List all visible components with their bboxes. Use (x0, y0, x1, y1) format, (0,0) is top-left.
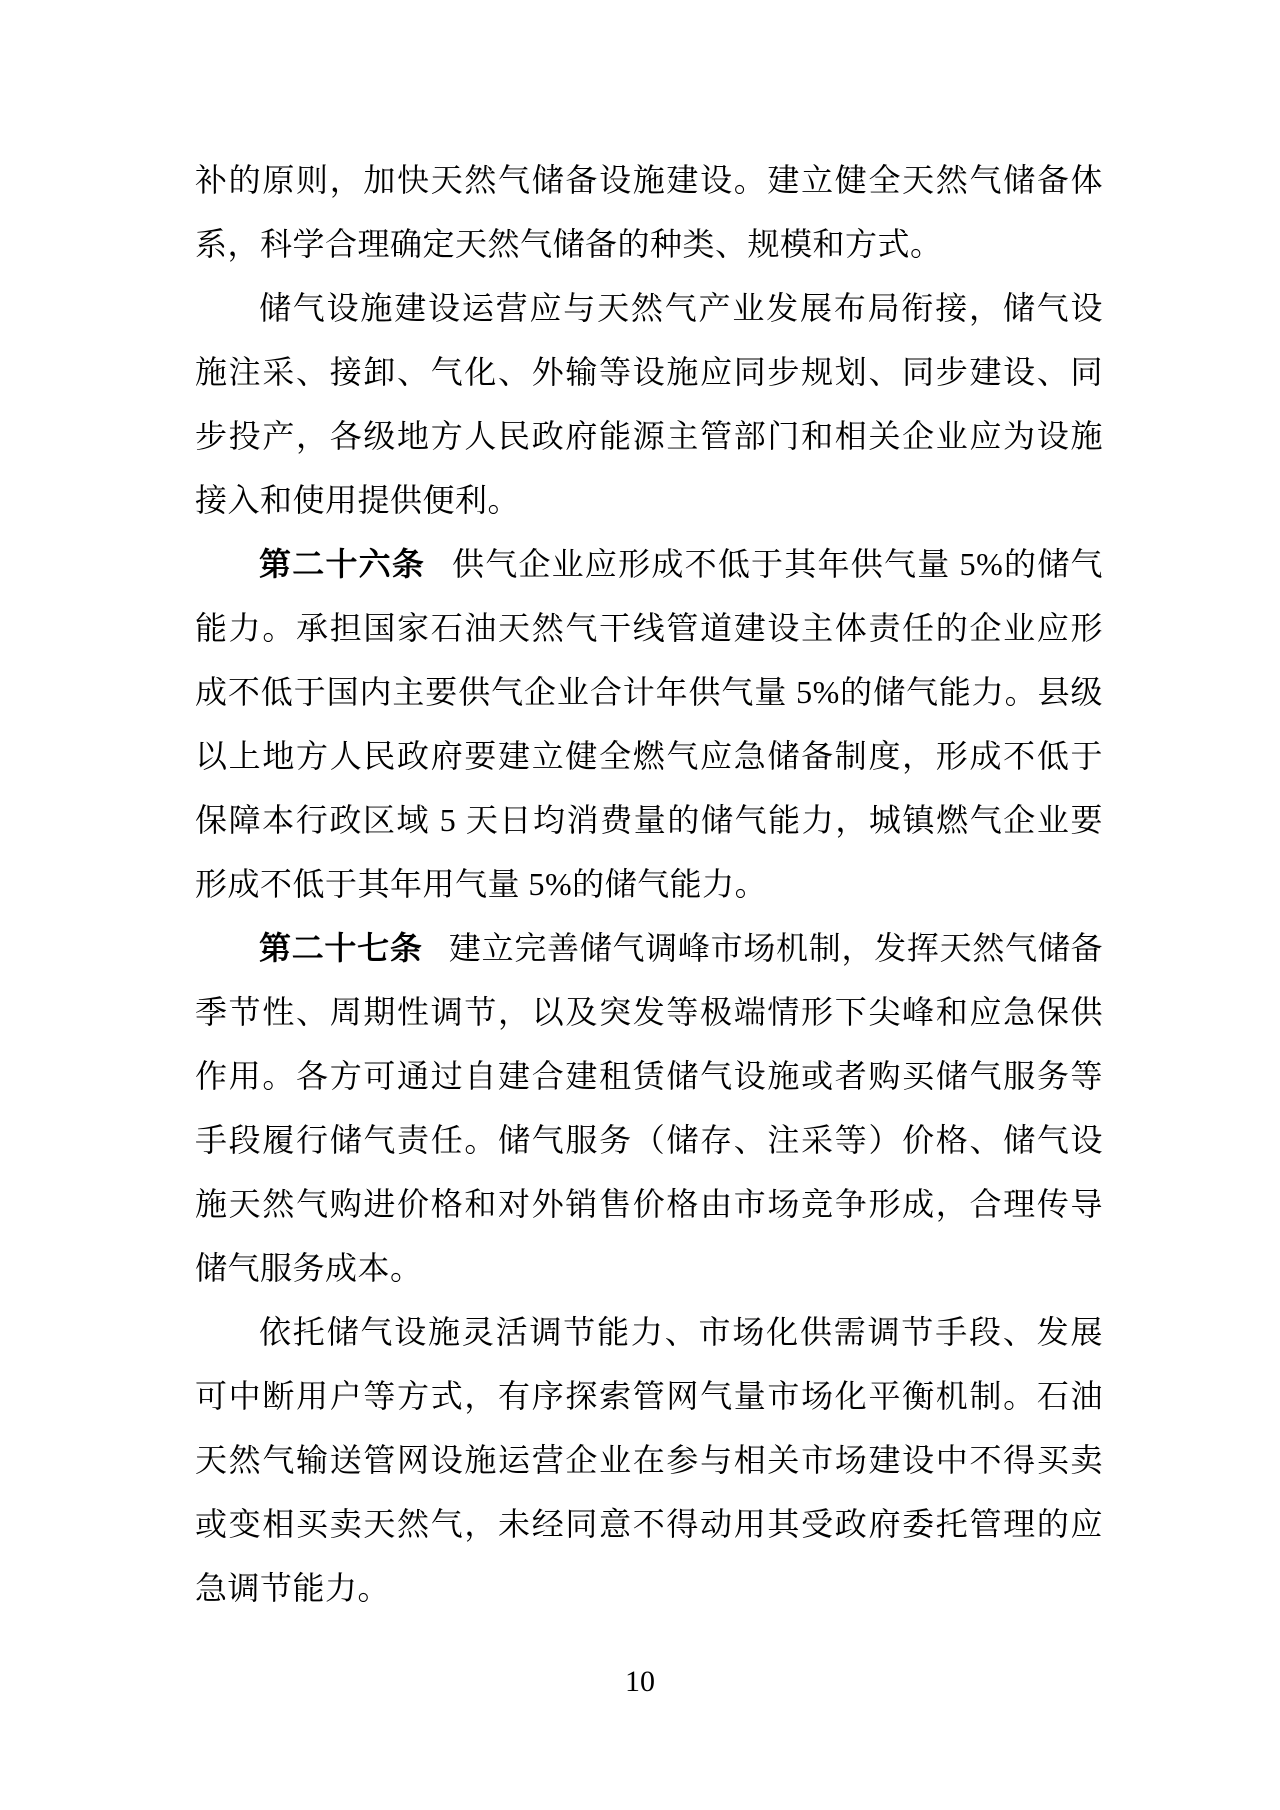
paragraph (195, 532, 1103, 916)
paragraph-text: 建立完善储气调峰市场机制，发挥天然气储备季节性、周期性调节，以及突发等极端情形下尖峰和应急保供作用。各方可通过自建合建租赁储气设施或者购买储气服务等手段履行储气责任。储气服务（储存、注采等）价格、储气设施天然气购进价格和对外销售价格由市场竞争形成，合理传导储气服务成本。 (195, 930, 1103, 1286)
paragraph-text: 依托储气设施灵活调节能力、市场化供需调节手段、发展可中断用户等方式，有序探索管网气量市场化平衡机制。石油天然气输送管网设施运营企业在参与相关市场建设中不得买卖或变相买卖天然气，未经同意不得动用其受政府委托管理的应急调节能力。 (195, 1314, 1103, 1606)
document-body (195, 148, 1103, 1620)
paragraph-text: 补的原则，加快天然气储备设施建设。建立健全天然气储备体系，科学合理确定天然气储备的种类、规模和方式。 (195, 162, 1103, 262)
article-number-label: 第二十六条 (259, 546, 426, 582)
paragraph (195, 916, 1103, 1300)
paragraph (195, 276, 1103, 532)
page-number: 10 (625, 1665, 655, 1698)
paragraph-text: 储气设施建设运营应与天然气产业发展布局衔接，储气设施注采、接卸、气化、外输等设施应同步规划、同步建设、同步投产，各级地方人民政府能源主管部门和相关企业应为设施接入和使用提供便利。 (195, 290, 1103, 518)
paragraph-text: 供气企业应形成不低于其年供气量 5%的储气能力。承担国家石油天然气干线管道建设主体责任的企业应形成不低于国内主要供气企业合计年供气量 5%的储气能力。县级以上地方人民政府要建立健全燃气应急储备制度，形成不低于保障本行政区域 5 天日均消费量的储气能力，城镇燃气企业要形成不低于其年用气量 5%的储气能力。 (195, 546, 1103, 902)
article-number-label: 第二十七条 (259, 930, 423, 966)
paragraph (195, 148, 1103, 276)
paragraph (195, 1300, 1103, 1620)
